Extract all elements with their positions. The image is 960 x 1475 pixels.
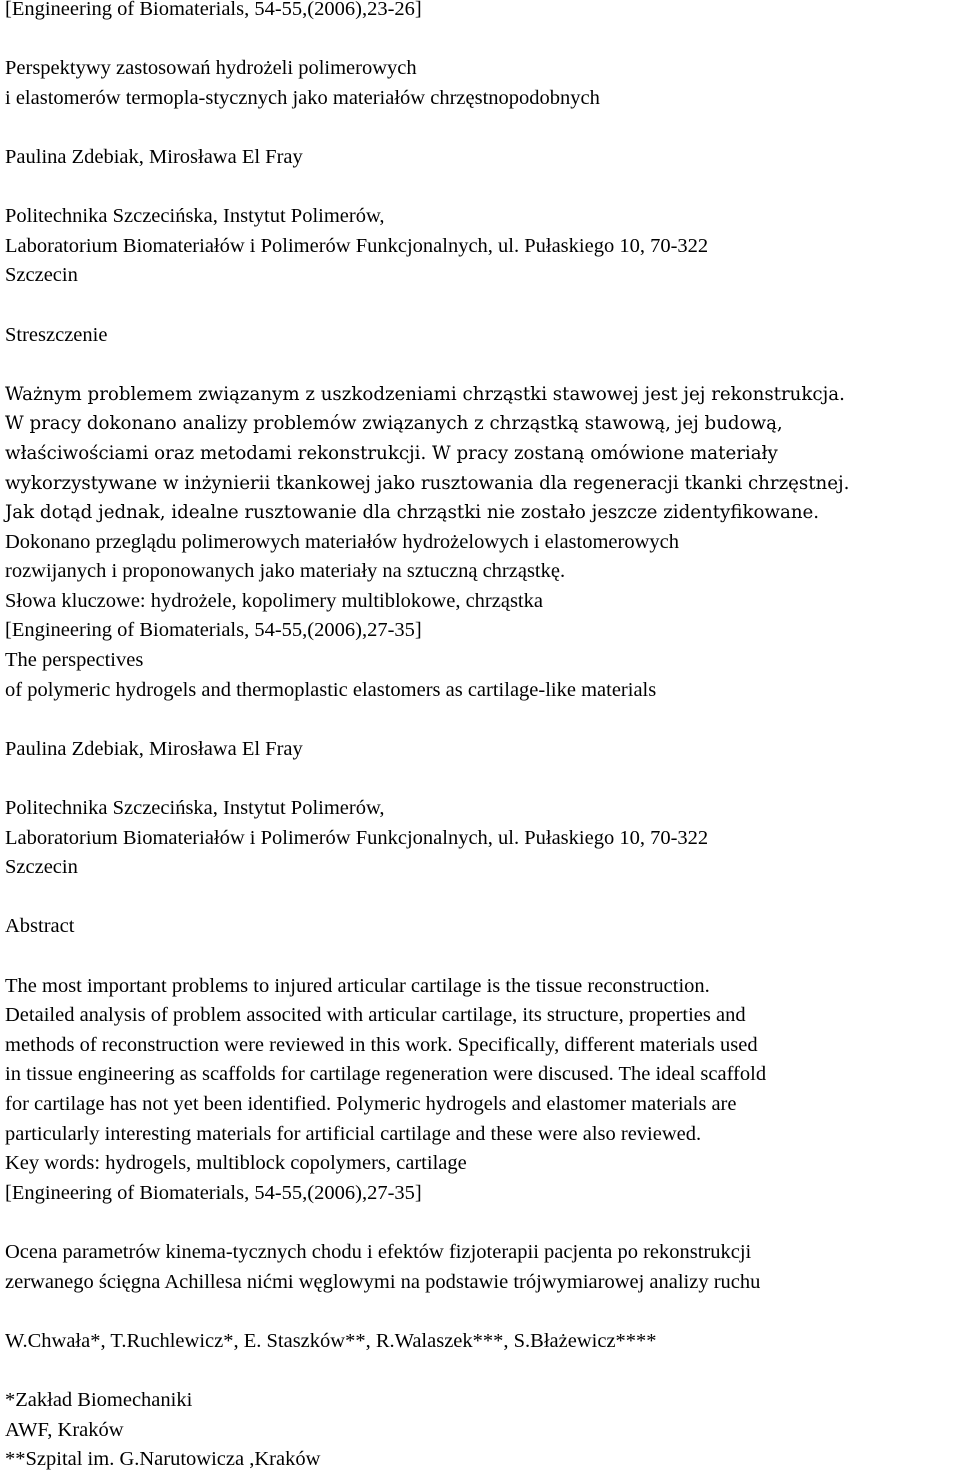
document-page — [5, 0, 955, 1475]
spacer — [5, 705, 955, 735]
polish-abstract-line: Dokonano przeglądu polimerowych materiałów hydrożelowych i elastomerowych — [5, 530, 680, 553]
polish-title-line-1: Perspektywy zastosowań hydrożeli polimerowych — [5, 57, 417, 80]
polish-affiliation-line-1: Politechnika Szczecińska, Instytut Polimerów, — [5, 205, 385, 228]
polish-abstract-line: W pracy dokonano analizy problemów związanych z chrząstką stawową, jej budową, — [5, 413, 783, 435]
next-title-line-2: zerwanego ścięgna Achillesa nićmi węglowymi na podstawie trójwymiarowej analizy ruchu — [5, 1270, 761, 1293]
spacer — [5, 291, 955, 321]
polish-abstract-line: Ważnym problemem związanym z uszkodzeniami chrząstki stawowej jest jej rekonstrukcja. — [5, 383, 845, 405]
next-title-line-1: Ocena parametrów kinema-tycznych chodu i efektów fizjoterapii pacjenta po rekonstrukcji — [5, 1240, 752, 1263]
english-keywords: Key words: hydrogels, multiblock copolymers, cartilage — [5, 1152, 467, 1175]
english-abstract-line: Detailed analysis of problem associted with articular cartilage, its structure, properties and — [5, 1004, 746, 1027]
english-abstract-line: methods of reconstruction were reviewed in this work. Specifically, different materials used — [5, 1033, 758, 1056]
spacer — [5, 350, 955, 380]
english-abstract-line: for cartilage has not yet been identified. Polymeric hydrogels and elastomer materials are — [5, 1092, 737, 1115]
english-affiliation-line-3: Szczecin — [5, 856, 78, 879]
next-authors: W.Chwała*, T.Ruchlewicz*, E. Staszków**, R.Walaszek***, S.Błażewicz**** — [5, 1329, 657, 1352]
spacer — [5, 25, 955, 55]
journal-reference: [Engineering of Biomaterials, 54-55,(2006),27-35] — [5, 1181, 422, 1204]
journal-reference: [Engineering of Biomaterials, 54-55,(2006),23-26] — [5, 0, 422, 20]
polish-authors: Paulina Zdebiak, Mirosława El Fray — [5, 145, 303, 168]
polish-keywords: Słowa kluczowe: hydrożele, kopolimery multiblokowe, chrząstka — [5, 589, 543, 612]
spacer — [5, 883, 955, 913]
polish-abstract-line: wykorzystywane w inżynierii tkankowej jako rusztowania dla regeneracji tkanki chrzęstnej. — [5, 472, 850, 494]
next-affiliation-line-2: AWF, Kraków — [5, 1418, 124, 1441]
polish-affiliation-line-3: Szczecin — [5, 264, 78, 287]
polish-title-line-2: i elastomerów termopla-stycznych jako materiałów chrzęstnopodobnych — [5, 86, 600, 109]
english-authors: Paulina Zdebiak, Mirosława El Fray — [5, 737, 303, 760]
english-title-line-2: of polymeric hydrogels and thermoplastic elastomers as cartilage-like materials — [5, 678, 657, 701]
english-affiliation-line-1: Politechnika Szczecińska, Instytut Polimerów, — [5, 797, 385, 820]
spacer — [5, 764, 955, 794]
english-abstract-line: particularly interesting materials for artificial cartilage and these were also reviewed. — [5, 1122, 702, 1145]
english-abstract-heading: Abstract — [5, 915, 75, 938]
polish-abstract-line: rozwijanych i proponowanych jako materiały na sztuczną chrząstkę. — [5, 560, 566, 583]
polish-affiliation-line-2: Laboratorium Biomateriałów i Polimerów Funkcjonalnych, ul. Pułaskiego 10, 70-322 — [5, 234, 709, 257]
next-affiliation-line-3: **Szpital im. G.Narutowicza ,Kraków — [5, 1448, 321, 1471]
spacer — [5, 113, 955, 143]
journal-reference: [Engineering of Biomaterials, 54-55,(2006),27-35] — [5, 619, 422, 642]
spacer — [5, 1208, 955, 1238]
polish-abstract-heading: Streszczenie — [5, 323, 108, 346]
english-title-line-1: The perspectives — [5, 649, 144, 672]
polish-abstract-line: właściwościami oraz metodami rekonstrukcji. W pracy zostaną omówione materiały — [5, 442, 778, 464]
polish-abstract-line: Jak dotąd jednak, idealne rusztowanie dla chrząstki nie zostało jeszcze zidentyfikowane. — [5, 502, 820, 524]
spacer — [5, 173, 955, 203]
spacer — [5, 942, 955, 972]
english-abstract-line: in tissue engineering as scaffolds for cartilage regeneration were discused. The ideal scaffold — [5, 1063, 767, 1086]
spacer — [5, 1356, 955, 1386]
english-abstract-line: The most important problems to injured articular cartilage is the tissue reconstruction. — [5, 974, 710, 997]
english-affiliation-line-2: Laboratorium Biomateriałów i Polimerów Funkcjonalnych, ul. Pułaskiego 10, 70-322 — [5, 826, 709, 849]
spacer — [5, 1297, 955, 1327]
next-affiliation-line-1: *Zakład Biomechaniki — [5, 1388, 193, 1411]
